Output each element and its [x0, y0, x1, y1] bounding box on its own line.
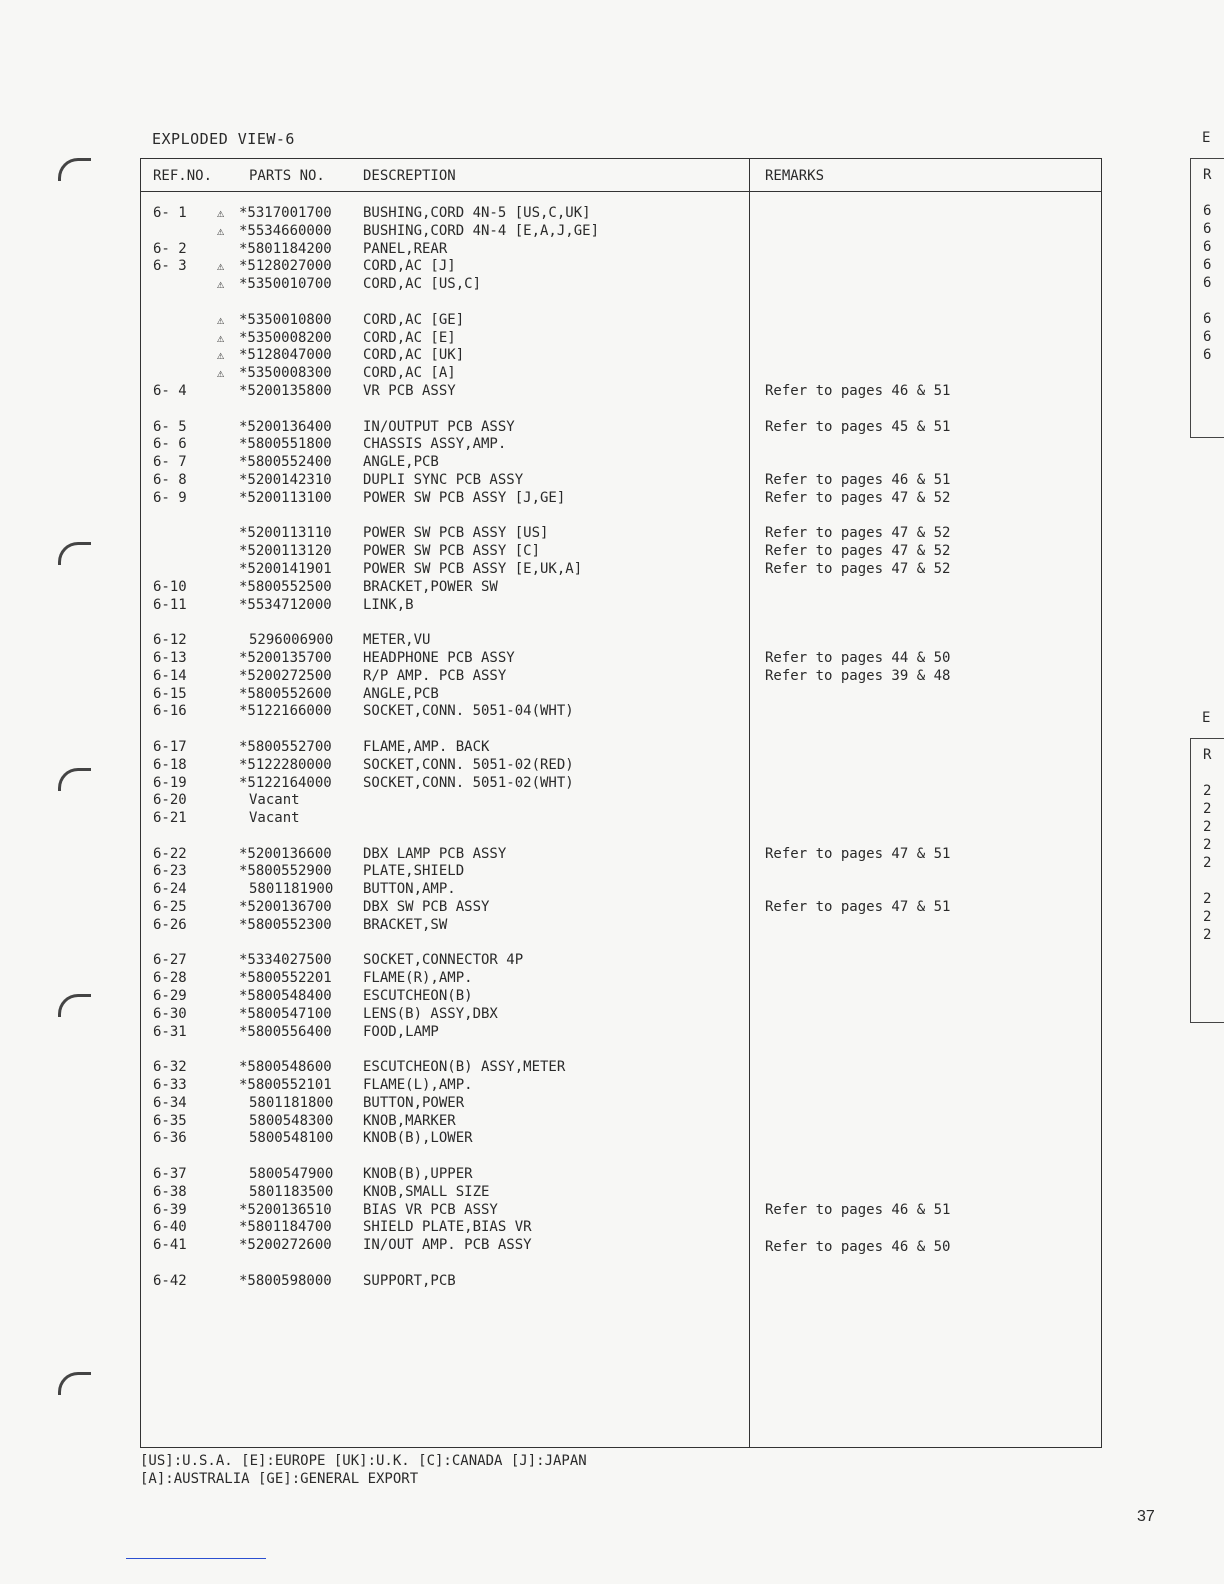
part-number: *5800548600 [239, 1059, 332, 1076]
table-row [141, 792, 1101, 810]
ref-number: 6- 2 [153, 240, 187, 257]
part-description: KNOB,MARKER [363, 1112, 456, 1129]
adjacent-table-1 [1190, 158, 1224, 438]
part-number: *5350010800 [239, 311, 332, 328]
part-description: CORD,AC [J] [363, 258, 456, 275]
table-row [141, 1166, 1101, 1184]
adjacent-row-digit: 2 [1203, 891, 1212, 907]
part-description: FLAME(R),AMP. [363, 970, 473, 987]
part-description: DUPLI SYNC PCB ASSY [363, 471, 524, 488]
part-number: *5800552700 [239, 738, 332, 755]
table-row [141, 1273, 1101, 1291]
part-remarks: Refer to pages 47 & 52 [765, 489, 951, 506]
adjacent-row-digit: 2 [1203, 801, 1212, 817]
table-row [141, 1184, 1101, 1202]
table-row [141, 952, 1101, 970]
table-row [141, 258, 1101, 276]
part-remarks: Refer to pages 47 & 52 [765, 525, 951, 542]
part-description: SOCKET,CONNECTOR 4P [363, 952, 524, 969]
table-row [141, 276, 1101, 294]
part-number: *5200142310 [239, 471, 332, 488]
table-row [141, 543, 1101, 561]
adjacent-row-digit: 2 [1203, 783, 1212, 799]
part-description: LENS(B) ASSY,DBX [363, 1005, 498, 1022]
part-number: *5350008200 [239, 329, 332, 346]
part-number: *5800552900 [239, 863, 332, 880]
header-description: DESCREPTION [363, 168, 456, 184]
ref-number: 6-25 [153, 899, 187, 916]
adjacent-header-letter: R [1203, 167, 1212, 183]
part-number: *5350010700 [239, 276, 332, 293]
ref-number: 6-22 [153, 845, 187, 862]
table-row [141, 917, 1101, 935]
part-number: *5800551800 [239, 436, 332, 453]
part-description: SOCKET,CONN. 5051-02(WHT) [363, 774, 574, 791]
part-number: *5800552300 [239, 916, 332, 933]
part-description: SOCKET,CONN. 5051-04(WHT) [363, 703, 574, 720]
part-number: *5800556400 [239, 1023, 332, 1040]
binder-hole-mark [58, 1372, 91, 1395]
part-description: BIAS VR PCB ASSY [363, 1201, 498, 1218]
part-description: POWER SW PCB ASSY [J,GE] [363, 489, 566, 506]
ref-number: 6-32 [153, 1059, 187, 1076]
table-row [141, 472, 1101, 490]
ref-number: 6-29 [153, 988, 187, 1005]
part-number: Vacant [249, 810, 300, 827]
part-number: *5122280000 [239, 756, 332, 773]
part-number: *5334027500 [239, 952, 332, 969]
ref-number: 6- 1 [153, 205, 187, 221]
part-description: BUTTON,AMP. [363, 881, 456, 898]
part-remarks: Refer to pages 47 & 51 [765, 845, 951, 862]
adjacent-row-digit: 6 [1203, 257, 1212, 273]
table-row [141, 347, 1101, 365]
table-row [141, 436, 1101, 454]
ref-number: 6-39 [153, 1201, 187, 1218]
part-number: *5200113110 [239, 525, 332, 542]
ref-number: 6-23 [153, 863, 187, 880]
part-number: *5800552101 [239, 1077, 332, 1094]
ref-number: 6-42 [153, 1272, 187, 1289]
part-remarks: Refer to pages 39 & 48 [765, 667, 951, 684]
ref-number: 6-10 [153, 578, 187, 595]
part-description: KNOB(B),UPPER [363, 1166, 473, 1183]
table-row [141, 881, 1101, 899]
part-number: *5800598000 [239, 1272, 332, 1289]
binder-hole-mark [58, 768, 91, 791]
page-number: 37 [1137, 1508, 1155, 1525]
adjacent-table-2 [1190, 738, 1224, 1023]
part-number: 5800548100 [249, 1130, 334, 1147]
legend-line-1: [US]:U.S.A. [E]:EUROPE [UK]:U.K. [C]:CANADA [J]:JAPAN [140, 1453, 587, 1469]
part-number: 5296006900 [249, 632, 334, 649]
safety-warning-icon: ⚠ [217, 348, 225, 363]
table-row [141, 525, 1101, 543]
part-number: 5800547900 [249, 1166, 334, 1183]
part-description: ESCUTCHEON(B) ASSY,METER [363, 1059, 566, 1076]
ref-number: 6-12 [153, 632, 187, 649]
ref-number: 6-19 [153, 774, 187, 791]
part-number: 5801183500 [249, 1183, 334, 1200]
ref-number: 6-40 [153, 1219, 187, 1236]
ref-number: 6- 8 [153, 471, 187, 488]
part-number: *5801184200 [239, 240, 332, 257]
part-number: *5801184700 [239, 1219, 332, 1236]
table-row [141, 223, 1101, 241]
part-description: CORD,AC [US,C] [363, 276, 482, 293]
part-description: POWER SW PCB ASSY [US] [363, 525, 549, 542]
table-row [141, 1202, 1101, 1220]
part-number: *5800548400 [239, 988, 332, 1005]
part-description: SHIELD PLATE,BIAS VR [363, 1219, 532, 1236]
part-description: CHASSIS ASSY,AMP. [363, 436, 507, 453]
ref-number: 6-14 [153, 667, 187, 684]
ref-number: 6- 9 [153, 489, 187, 506]
adjacent-title-letter: E [1202, 130, 1211, 146]
table-row [141, 1237, 1101, 1255]
table-row [141, 703, 1101, 721]
adjacent-page-edge [1190, 0, 1224, 1584]
table-row [141, 1077, 1101, 1095]
table-row [141, 365, 1101, 383]
ref-number: 6- 7 [153, 454, 187, 471]
ref-number: 6-17 [153, 738, 187, 755]
part-number: *5128027000 [239, 258, 332, 275]
part-number: *5122164000 [239, 774, 332, 791]
table-row [141, 810, 1101, 828]
part-remarks: Refer to pages 44 & 50 [765, 649, 951, 666]
part-description: SOCKET,CONN. 5051-02(RED) [363, 756, 574, 773]
part-description: FLAME,AMP. BACK [363, 738, 490, 755]
binder-hole-mark [58, 994, 91, 1017]
ref-number: 6-28 [153, 970, 187, 987]
part-description: FLAME(L),AMP. [363, 1077, 473, 1094]
table-row [141, 419, 1101, 437]
part-number: *5200136600 [239, 845, 332, 862]
part-description: CORD,AC [A] [363, 365, 456, 382]
part-description: SUPPORT,PCB [363, 1272, 456, 1289]
table-row [141, 597, 1101, 615]
part-description: VR PCB ASSY [363, 382, 456, 399]
part-number: *5800552500 [239, 578, 332, 595]
ref-number: 6-26 [153, 916, 187, 933]
part-description: DBX LAMP PCB ASSY [363, 845, 507, 862]
header-remarks: REMARKS [765, 168, 825, 184]
table-row [141, 970, 1101, 988]
safety-warning-icon: ⚠ [217, 312, 225, 327]
part-number: *5350008300 [239, 365, 332, 382]
part-description: CORD,AC [GE] [363, 311, 465, 328]
part-number: *5122166000 [239, 703, 332, 720]
table-row [141, 1059, 1101, 1077]
adjacent-title-letter: E [1202, 710, 1211, 726]
part-description: HEADPHONE PCB ASSY [363, 649, 515, 666]
table-row [141, 899, 1101, 917]
safety-warning-icon: ⚠ [217, 206, 225, 220]
table-row [141, 1095, 1101, 1113]
adjacent-row-digit: 2 [1203, 909, 1212, 925]
part-description: KNOB(B),LOWER [363, 1130, 473, 1147]
ref-number: 6-15 [153, 685, 187, 702]
part-description: LINK,B [363, 596, 414, 613]
part-number: *5800552600 [239, 685, 332, 702]
table-row [141, 668, 1101, 686]
table-row [141, 1024, 1101, 1042]
ref-number: 6-16 [153, 703, 187, 720]
part-description: PANEL,REAR [363, 240, 448, 257]
ref-number: 6- 3 [153, 258, 187, 275]
part-remarks: Refer to pages 46 & 51 [765, 382, 951, 399]
table-row [141, 205, 1101, 223]
part-number: 5800548300 [249, 1112, 334, 1129]
header-ref: REF.NO. [153, 168, 213, 184]
table-row [141, 579, 1101, 597]
ref-number: 6-36 [153, 1130, 187, 1147]
part-number: *5800552201 [239, 970, 332, 987]
adjacent-row-digit: 2 [1203, 855, 1212, 871]
part-remarks: Refer to pages 47 & 51 [765, 899, 951, 916]
table-row [141, 632, 1101, 650]
ref-number: 6-41 [153, 1237, 187, 1254]
adjacent-row-digit: 6 [1203, 275, 1212, 291]
safety-warning-icon: ⚠ [217, 259, 225, 274]
adjacent-row-digit: 6 [1203, 347, 1212, 363]
part-number: *5200135700 [239, 649, 332, 666]
table-row [141, 863, 1101, 881]
part-number: *5200136510 [239, 1201, 332, 1218]
adjacent-row-digit: 6 [1203, 329, 1212, 345]
adjacent-row-digit: 2 [1203, 819, 1212, 835]
safety-warning-icon: ⚠ [217, 223, 225, 238]
part-remarks: Refer to pages 46 & 51 [765, 471, 951, 488]
part-description: IN/OUTPUT PCB ASSY [363, 418, 515, 435]
adjacent-row-digit: 2 [1203, 837, 1212, 853]
adjacent-row-digit: 6 [1203, 221, 1212, 237]
ref-number: 6-13 [153, 649, 187, 666]
ref-number: 6-18 [153, 756, 187, 773]
part-description: IN/OUT AMP. PCB ASSY [363, 1237, 532, 1254]
safety-warning-icon: ⚠ [217, 366, 225, 381]
part-description: FOOD,LAMP [363, 1023, 439, 1040]
part-description: ANGLE,PCB [363, 454, 439, 471]
table-row [141, 1219, 1101, 1237]
ref-number: 6-30 [153, 1005, 187, 1022]
ref-number: 6- 5 [153, 418, 187, 435]
table-row [141, 686, 1101, 704]
ref-number: 6-33 [153, 1077, 187, 1094]
part-number: *5534660000 [239, 222, 332, 239]
part-number: *5200272500 [239, 667, 332, 684]
table-row [141, 454, 1101, 472]
table-row [141, 561, 1101, 579]
part-number: *5800552400 [239, 454, 332, 471]
ref-number: 6-34 [153, 1094, 187, 1111]
part-description: DBX SW PCB ASSY [363, 899, 490, 916]
part-number: *5800547100 [239, 1005, 332, 1022]
adjacent-header-letter: R [1203, 747, 1212, 763]
part-remarks: Refer to pages 47 & 52 [765, 543, 951, 560]
underline-mark [126, 1558, 266, 1559]
table-row [141, 490, 1101, 508]
ref-number: 6-24 [153, 881, 187, 898]
header-parts: PARTS NO. [249, 168, 325, 184]
part-number: *5200136700 [239, 899, 332, 916]
part-remarks: Refer to pages 47 & 52 [765, 560, 951, 577]
ref-number: 6- 4 [153, 382, 187, 399]
table-row [141, 1006, 1101, 1024]
binder-hole-mark [58, 542, 91, 565]
part-description: BRACKET,SW [363, 916, 448, 933]
table-row [141, 757, 1101, 775]
part-number: *5200135800 [239, 382, 332, 399]
adjacent-row-digit: 6 [1203, 203, 1212, 219]
part-number: 5801181800 [249, 1094, 334, 1111]
part-description: METER,VU [363, 632, 431, 649]
part-number: 5801181900 [249, 881, 334, 898]
ref-number: 6-11 [153, 596, 187, 613]
table-row [141, 988, 1101, 1006]
part-number: *5200113120 [239, 543, 332, 560]
part-remarks: Refer to pages 46 & 50 [765, 1239, 951, 1256]
safety-warning-icon: ⚠ [217, 330, 225, 345]
part-description: BUSHING,CORD 4N-5 [US,C,UK] [363, 205, 591, 221]
table-body [141, 205, 1101, 1291]
part-description: R/P AMP. PCB ASSY [363, 667, 507, 684]
part-description: PLATE,SHIELD [363, 863, 465, 880]
table-row [141, 846, 1101, 864]
table-row [141, 1113, 1101, 1131]
table-row [141, 312, 1101, 330]
part-number: *5200141901 [239, 560, 332, 577]
ref-number: 6-37 [153, 1166, 187, 1183]
adjacent-row-digit: 2 [1203, 927, 1212, 943]
ref-number: 6-27 [153, 952, 187, 969]
part-number: *5200272600 [239, 1237, 332, 1254]
part-number: Vacant [249, 792, 300, 809]
binder-hole-mark [58, 158, 91, 181]
part-description: POWER SW PCB ASSY [E,UK,A] [363, 560, 583, 577]
part-description: ESCUTCHEON(B) [363, 988, 473, 1005]
header-divider [141, 191, 1101, 192]
table-row [141, 383, 1101, 401]
part-description: BUSHING,CORD 4N-4 [E,A,J,GE] [363, 222, 600, 239]
part-remarks: Refer to pages 46 & 51 [765, 1201, 951, 1218]
part-description: POWER SW PCB ASSY [C] [363, 543, 541, 560]
adjacent-row-digit: 6 [1203, 311, 1212, 327]
table-row [141, 241, 1101, 259]
part-description: ANGLE,PCB [363, 685, 439, 702]
safety-warning-icon: ⚠ [217, 277, 225, 292]
ref-number: 6-35 [153, 1112, 187, 1129]
table-row [141, 650, 1101, 668]
part-description: BUTTON,POWER [363, 1094, 465, 1111]
ref-number: 6-20 [153, 792, 187, 809]
part-remarks: Refer to pages 45 & 51 [765, 418, 951, 435]
section-title: EXPLODED VIEW-6 [152, 130, 295, 148]
adjacent-row-digit: 6 [1203, 239, 1212, 255]
ref-number: 6-21 [153, 810, 187, 827]
table-row [141, 330, 1101, 348]
part-number: *5200113100 [239, 489, 332, 506]
table-row [141, 775, 1101, 793]
part-description: CORD,AC [E] [363, 329, 456, 346]
part-description: BRACKET,POWER SW [363, 578, 498, 595]
table-row [141, 1130, 1101, 1148]
part-description: CORD,AC [UK] [363, 347, 465, 364]
region-legend [140, 1452, 587, 1488]
part-number: *5534712000 [239, 596, 332, 613]
part-number: *5317001700 [239, 205, 332, 221]
part-number: *5128047000 [239, 347, 332, 364]
legend-line-2: [A]:AUSTRALIA [GE]:GENERAL EXPORT [140, 1471, 419, 1487]
part-number: *5200136400 [239, 418, 332, 435]
part-description: KNOB,SMALL SIZE [363, 1183, 490, 1200]
ref-number: 6-31 [153, 1023, 187, 1040]
ref-number: 6-38 [153, 1183, 187, 1200]
table-row [141, 739, 1101, 757]
ref-number: 6- 6 [153, 436, 187, 453]
parts-table [140, 158, 1102, 1448]
